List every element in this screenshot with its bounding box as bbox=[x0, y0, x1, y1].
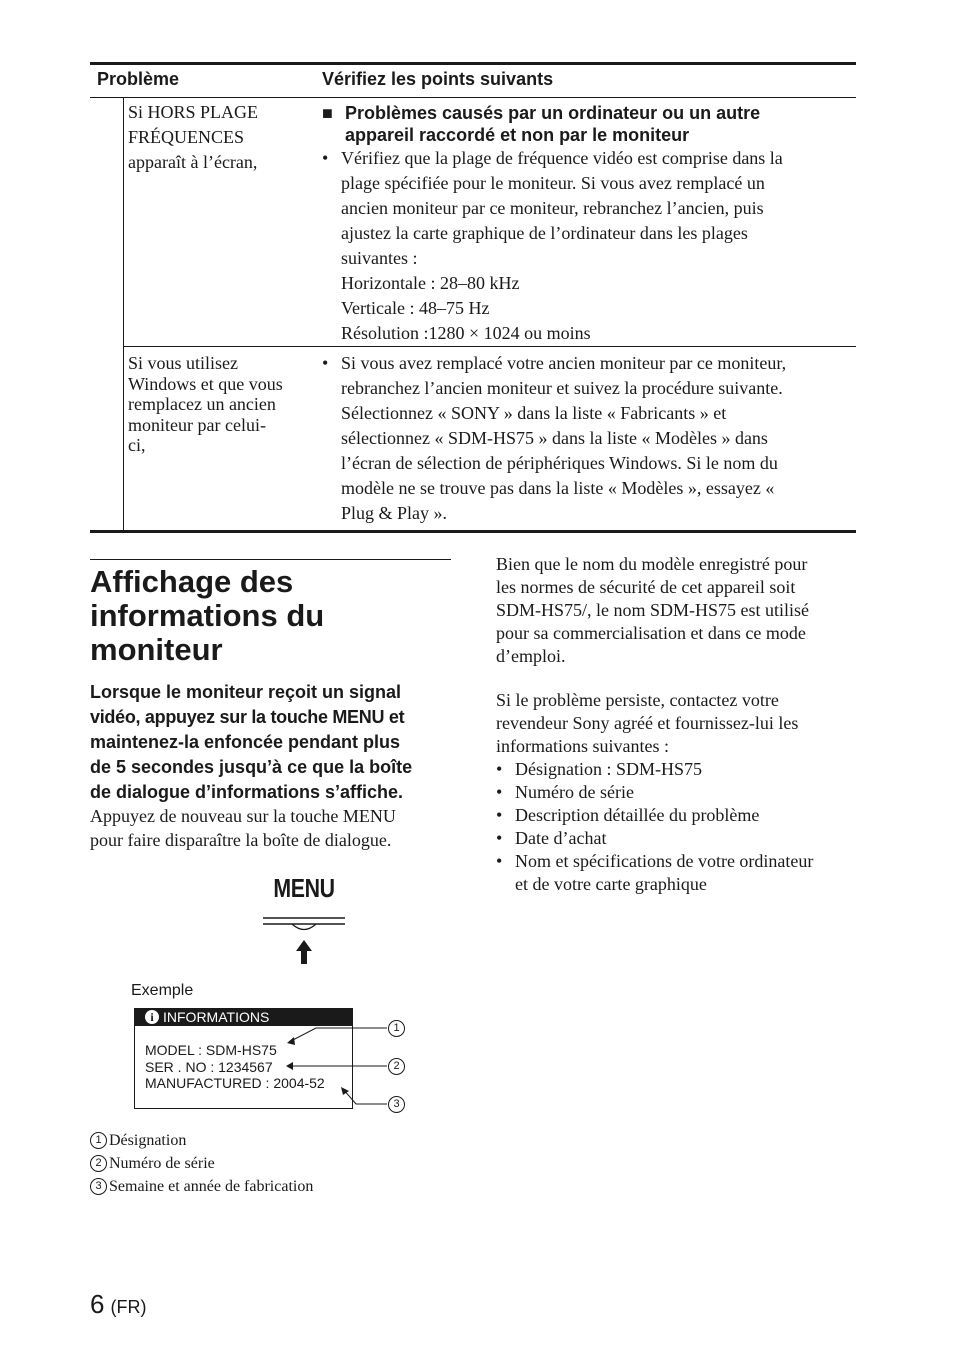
section-title: Affichage des informations du moniteur bbox=[90, 564, 325, 667]
menu-button-curve bbox=[292, 924, 316, 930]
info-manufactured: MANUFACTURED : 2004-52 bbox=[145, 1075, 325, 1091]
right-column bbox=[496, 553, 856, 896]
info-model: MODEL : SDM-HS75 bbox=[145, 1042, 277, 1058]
info-list bbox=[496, 758, 856, 896]
legend-number-3: 3 bbox=[90, 1178, 107, 1195]
up-arrow-icon bbox=[296, 940, 312, 964]
instruction-normal: Appuyez de nouveau sur la touche MENU pour faire disparaître la boîte de dialogue. bbox=[90, 806, 396, 850]
square-bullet-icon: ■ bbox=[322, 103, 333, 123]
bullet-icon: • bbox=[496, 782, 503, 802]
contact-paragraph: Si le problème persiste, contactez votre revendeur Sony agréé et fournissez-lui les informations suivantes : bbox=[496, 690, 799, 756]
table-bottom-rule bbox=[90, 530, 856, 533]
menu-button-label: MENU bbox=[273, 873, 335, 903]
row-2-bullet-text: • Si vous avez remplacé votre ancien moniteur par ce moniteur, rebranchez l’ancien moniteur et suivez la procédure suivante. Sélectionnez « SONY » dans la liste « Fabricants » et sélectionnez « SDM-HS75 » dans la liste « Modèles » dans l’écran de sélection de périphériques Windows. Si le nom du modèle ne se trouve pas dans la liste « Modèles », essayez « Plug & Play ». bbox=[322, 353, 787, 523]
list-item: • Date d’achat bbox=[496, 828, 607, 848]
info-icon: i bbox=[145, 1010, 159, 1024]
bullet-icon: • bbox=[496, 805, 503, 825]
callout-number-2: 2 bbox=[388, 1058, 405, 1075]
information-dialog bbox=[134, 1008, 353, 1109]
list-item: • Nom et spécifications de votre ordinateur et de votre carte graphique bbox=[496, 851, 814, 894]
list-item: • Description détaillée du problème bbox=[496, 805, 760, 825]
callout-number-3: 3 bbox=[388, 1096, 405, 1113]
row-1-bullet-text: • Vérifiez que la plage de fréquence vidéo est comprise dans la plage spécifiée pour le moniteur. Si vous avez remplacé un ancien moniteur par ce moniteur, rebranchez l’ancien, puis ajustez la carte graphique de l’ordinateur dans les plages suivantes : Horizontale : 28–80 kHz Verticale : 48–75 Hz Résolution :1280 × 1024 ou moins bbox=[322, 148, 783, 343]
page-language: (FR) bbox=[110, 1297, 147, 1317]
instruction-bold: Lorsque le moniteur reçoit un signal vidéo, appuyez sur la touche MENU et maintenez-la enfoncée pendant plus de 5 secondes jusqu’à ce que la boîte de dialogue d’informations s’affiche. bbox=[90, 682, 413, 802]
bullet-icon: • bbox=[496, 828, 503, 848]
column-header-problem: Problème bbox=[97, 69, 180, 89]
page-footer bbox=[90, 1289, 146, 1320]
list-item: • Numéro de série bbox=[496, 782, 634, 802]
information-dialog-header bbox=[135, 1009, 352, 1026]
callout-legend bbox=[90, 1129, 313, 1198]
bullet-icon: • bbox=[496, 851, 503, 871]
menu-press-arrow-icon bbox=[258, 913, 350, 965]
troubleshooting-table bbox=[90, 62, 856, 533]
table-column-divider bbox=[123, 98, 124, 530]
section-rule bbox=[90, 559, 451, 560]
bullet-icon: • bbox=[496, 759, 503, 779]
callout-number-1: 1 bbox=[388, 1020, 405, 1037]
table-header-rule bbox=[90, 97, 856, 98]
column-header-check: Vérifiez les points suivants bbox=[322, 69, 554, 89]
list-item: • Désignation : SDM-HS75 bbox=[496, 759, 703, 779]
page-number: 6 bbox=[90, 1289, 105, 1319]
table-row-divider bbox=[123, 346, 856, 347]
bullet-icon: • bbox=[322, 353, 329, 373]
table-row-2-problem: Si vous utilisez Windows et que vous remplacez un ancien moniteur par celui- ci, bbox=[128, 353, 283, 455]
bullet-icon: • bbox=[322, 148, 329, 168]
info-serial: SER . NO : 1234567 bbox=[145, 1059, 273, 1075]
legend-item: 1 Désignation bbox=[90, 1129, 313, 1152]
legend-number-2: 2 bbox=[90, 1155, 107, 1172]
row-1-subheading: ■ Problèmes causés par un ordinateur ou un autre appareil raccordé et non par le moniteur bbox=[322, 103, 761, 145]
legend-item: 3 Semaine et année de fabrication bbox=[90, 1175, 313, 1198]
table-top-rule bbox=[90, 62, 856, 65]
legend-item: 2 Numéro de série bbox=[90, 1152, 313, 1175]
table-row-1-problem: Si HORS PLAGE FRÉQUENCES apparaît à l’écran, bbox=[128, 102, 259, 172]
example-label: Exemple bbox=[131, 982, 194, 999]
model-name-note: Bien que le nom du modèle enregistré pour les normes de sécurité de cet appareil soit SDM-HS75/, le nom SDM-HS75 est utilisé pour sa commercialisation et dans ce mode d’emploi. bbox=[496, 554, 810, 666]
table-row-2-checks bbox=[322, 351, 856, 526]
information-dialog-title: INFORMATIONS bbox=[163, 1009, 270, 1025]
legend-number-1: 1 bbox=[90, 1132, 107, 1149]
table-row-1-checks bbox=[322, 102, 856, 346]
